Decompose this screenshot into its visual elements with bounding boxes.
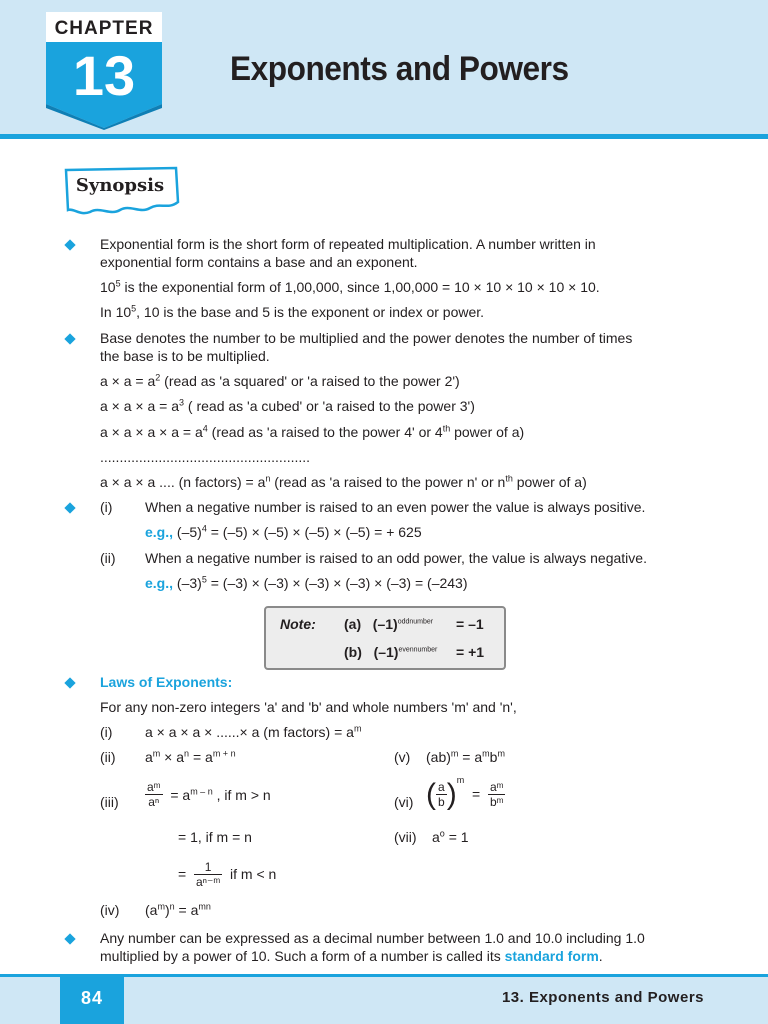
law-iii: $\frac{\text{aᵐ}}{\text{aⁿ}}$ = $a^{m - n}$ , if m > n <box>147 780 271 809</box>
bullet-diamond <box>64 239 75 250</box>
text-line: Base denotes the number to be multiplied and the power denotes the number of times <box>100 330 633 346</box>
list-label: (i) <box>100 499 113 515</box>
chapter-badge <box>46 12 162 130</box>
list-label: (iv) <box>100 902 120 918</box>
fraction: $\frac{1}{\text{aⁿ⁻ᵐ}}$ <box>195 860 221 889</box>
text-line: When a negative number is raised to an odd power, the value is always negative. <box>145 550 647 566</box>
note-row-a: (a) $(-1)^{oddnumber}$ <box>344 616 434 632</box>
list-label: (v) <box>394 749 411 765</box>
laws-heading: Laws of Exponents: <box>100 674 233 690</box>
synopsis-tag <box>64 166 180 216</box>
bullet-diamond <box>64 333 75 344</box>
note-box <box>264 606 506 670</box>
law-iv: $(a^m)^n = a^{mn}$ <box>145 901 211 918</box>
page-number: 84 <box>80 988 104 1008</box>
law-iii-less: = $\frac{1}{\text{aⁿ⁻ᵐ}}$ if m < n <box>178 860 277 889</box>
chapter-number: 13 <box>72 44 136 107</box>
law-ii: $a^m \times a^n = a^{m + n}$ <box>145 748 236 765</box>
note-label: Note: <box>280 616 316 632</box>
text-line: When a negative number is raised to an even power the value is always positive. <box>145 499 646 515</box>
fraction: $\frac{\text{aᵐ}}{\text{bᵐ}}$ <box>489 780 504 809</box>
text-line: Any number can be expressed as a decimal number between 1.0 and 10.0 including 1.0 <box>100 930 645 946</box>
note-result-b: = +1 <box>456 644 485 660</box>
synopsis-label: Synopsis <box>75 175 165 196</box>
bullet-diamond <box>64 677 75 688</box>
text-line: multiplied by a power of 10. Such a form of a number is called its standard form. <box>100 948 603 964</box>
example-line: e.g., $(-3)^5 = (-3) \times (-3) \times (-3) \times (-3) \times (-3) = (-243)$ <box>145 574 468 591</box>
text-line: a × a × a .... (n factors) = $a^n$ (read as 'a raised to the power n' or $n^{th}$ power of a) <box>100 473 587 490</box>
footer-chapter-title: 13. Exponents and Powers <box>501 989 704 1006</box>
text-line: $a \times a = a^2$ (read as 'a squared' or 'a raised to the power 2') <box>100 372 460 389</box>
example-line: e.g., $(-5)^4 = (-5) \times (-5) \times (-5) \times (-5)$ = + 625 <box>145 523 422 540</box>
dotted-line: ...................................................... <box>100 449 311 465</box>
text-line: the base is to be multiplied. <box>100 348 270 364</box>
list-label: (ii) <box>100 749 116 765</box>
text-line: exponential form contains a base and an exponent. <box>100 254 418 270</box>
list-label: (i) <box>100 724 113 740</box>
bullet-diamond <box>64 502 75 513</box>
fraction: $\frac{a}{b}$ <box>438 780 445 809</box>
text-line: For any non-zero integers 'a' and 'b' and whole numbers 'm' and 'n', <box>100 699 517 715</box>
note-row-b: (b) $(-1)^{evennumber}$ <box>344 644 438 660</box>
text-line: $a \times a \times a = a^3$ ( read as 'a cubed' or 'a raised to the power 3') <box>100 397 475 414</box>
bullet-diamond <box>64 933 75 944</box>
law-vi: ( $\frac{a}{b}$ )$^m$ = $\frac{\text{aᵐ}}{\text{bᵐ}}$ <box>426 775 504 811</box>
law-i: a × a × a × ......× a (m factors) = $a^m$ <box>145 723 362 740</box>
list-label: (iii) <box>100 794 119 810</box>
text-line: In $10^5$, 10 is the base and 5 is the exponent or index or power. <box>100 303 485 320</box>
law-iii-equal: = 1, if m = n <box>178 829 252 845</box>
law-vii: $a^o = 1$ <box>432 828 469 845</box>
law-v: $(ab)^m = a^mb^m$ <box>426 748 505 765</box>
list-label: (vi) <box>394 794 414 810</box>
list-label: (vii) <box>394 829 417 845</box>
page-title: Exponents and Powers <box>230 50 569 88</box>
note-result-a: = –1 <box>456 616 484 632</box>
list-label: (ii) <box>100 550 116 566</box>
text-line: $a \times a \times a \times a = a^4$ (read as 'a raised to the power 4' or 4th power of a) <box>100 423 525 440</box>
header-rule <box>0 134 768 139</box>
fraction: $\frac{\text{aᵐ}}{\text{aⁿ}}$ <box>147 780 161 809</box>
text-line: Exponential form is the short form of repeated multiplication. A number written in <box>100 236 596 252</box>
text-line: $10^5$ is the exponential form of 1,00,000, since 1,00,000 = 10 × 10 × 10 × 10 × 10. <box>100 278 600 295</box>
page-number-box <box>60 974 124 1024</box>
chapter-word: CHAPTER <box>54 18 154 39</box>
